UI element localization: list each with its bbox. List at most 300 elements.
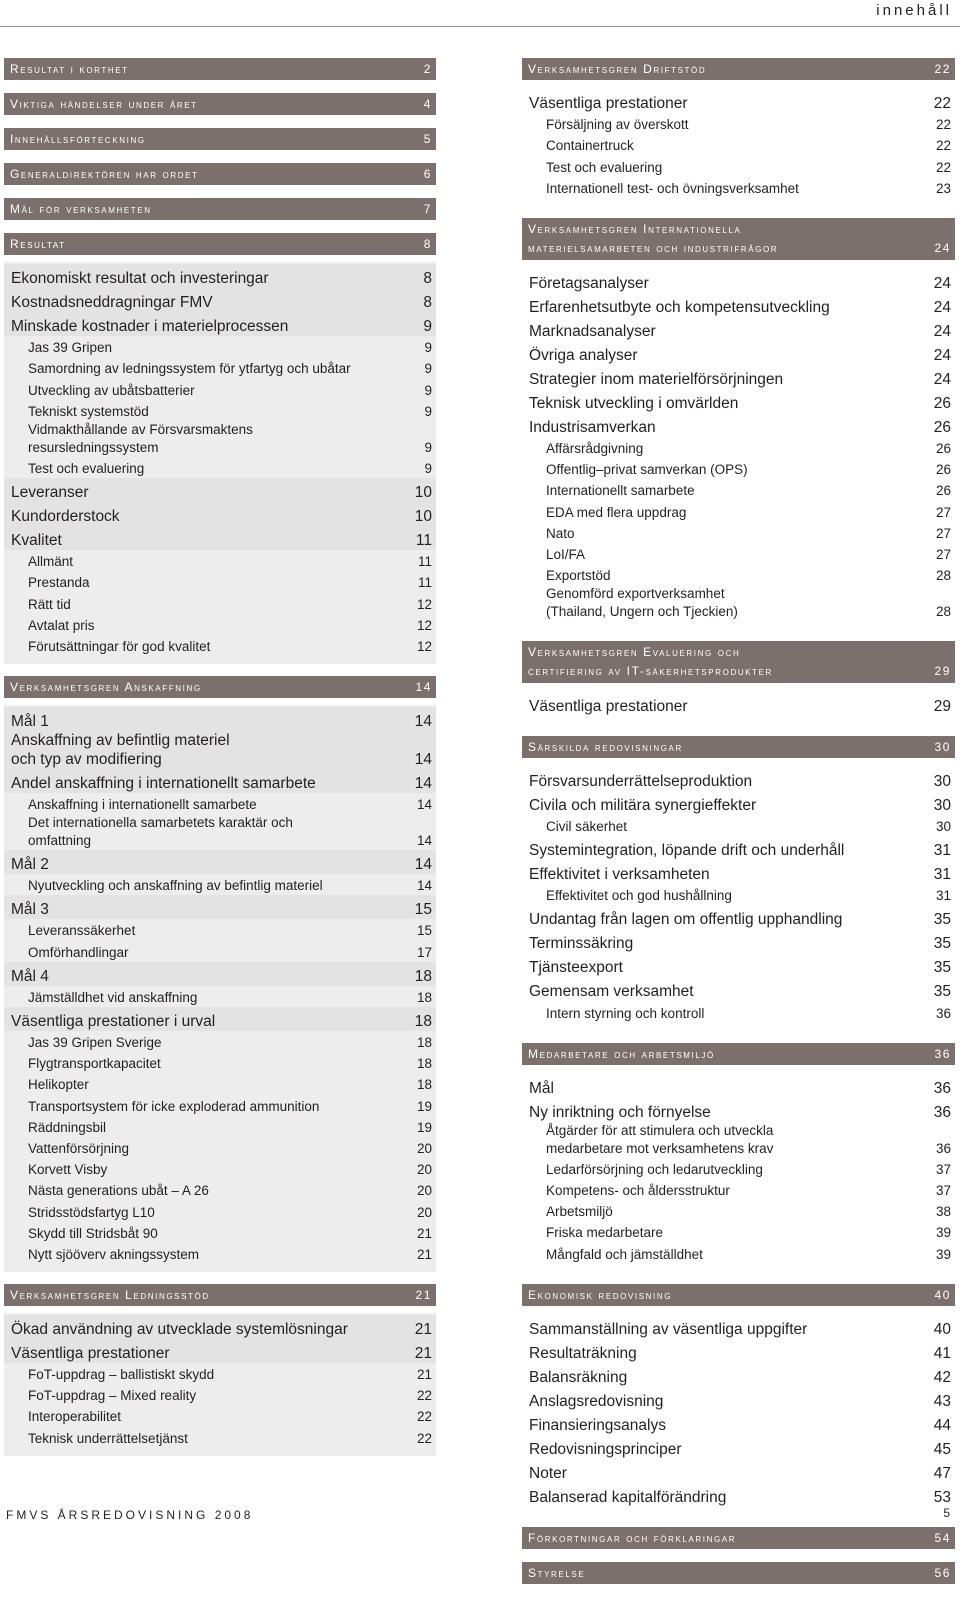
toc-subentry[interactable] [4, 1137, 436, 1158]
toc-entry-title: Nato [546, 525, 575, 541]
toc-entry-title: Tjänsteexport [529, 959, 623, 977]
toc-entry-title: Mål 1 [11, 712, 49, 730]
toc-entry-page: 31 [933, 842, 951, 860]
toc-entry-page: 20 [416, 1162, 432, 1178]
toc-subentry[interactable] [4, 614, 436, 635]
toc-entry-page: 17 [416, 944, 432, 960]
toc-entry-page: 18 [416, 1077, 432, 1093]
toc-subentry[interactable] [522, 177, 955, 198]
toc-subentry[interactable] [4, 336, 436, 357]
toc-entry-page: 36 [933, 1079, 951, 1097]
toc-group [4, 705, 436, 1272]
toc-entry-title: Noter [529, 1464, 567, 1482]
toc-entry[interactable] [522, 317, 955, 341]
toc-entry-title: Genomförd exportverksamhet (Thailand, Ungern och Tjeckien) [546, 586, 738, 620]
toc-subentry[interactable] [4, 1031, 436, 1052]
toc-entry-title: Civil säkerhet [546, 819, 628, 835]
toc-entry-page: 19 [416, 1098, 432, 1114]
toc-subentry[interactable] [522, 1122, 955, 1158]
toc-entry[interactable] [522, 791, 955, 815]
toc-entry-title: Transportsystem för icke exploderad ammunition [28, 1098, 320, 1114]
toc-entry-title: Undantag från lagen om offentlig upphandling [529, 911, 843, 929]
toc-group [522, 1072, 955, 1272]
toc-entry-title: Ekonomiskt resultat och investeringar [11, 270, 269, 287]
toc-entry-page: 47 [933, 1464, 951, 1482]
toc-entry-title: Redovisningsprinciper [529, 1440, 682, 1458]
toc-subentry[interactable] [4, 874, 436, 895]
toc-subentry[interactable] [4, 793, 436, 814]
toc-entry-title: Mål 2 [11, 856, 49, 874]
toc-entry-page: 35 [933, 935, 951, 953]
toc-subentry[interactable] [522, 479, 955, 500]
toc-entry[interactable] [522, 1435, 955, 1459]
toc-entry[interactable] [522, 269, 955, 293]
toc-subentry[interactable] [4, 1073, 436, 1094]
section-heading-page: 54 [934, 1530, 951, 1545]
toc-entry[interactable] [522, 389, 955, 413]
toc-entry-page: 31 [933, 866, 951, 884]
toc-entry-page: 22 [416, 1409, 432, 1425]
toc-subentry[interactable] [522, 522, 955, 543]
footer-page-number: 5 [943, 1506, 950, 1520]
section-heading[interactable] [522, 641, 955, 683]
toc-entry[interactable] [4, 707, 436, 731]
toc-entry-page: 36 [933, 1103, 951, 1121]
toc-entry-page: 41 [933, 1344, 951, 1362]
toc-entry-page: 39 [935, 1246, 951, 1262]
toc-entry-page: 31 [935, 888, 951, 904]
section-heading-page: 14 [415, 679, 432, 694]
toc-entry-page: 9 [424, 460, 432, 476]
toc-entry-title: Mål 3 [11, 901, 49, 919]
header-rule [0, 26, 960, 27]
toc-entry-page: 18 [414, 1012, 432, 1030]
toc-entry-title: LoI/FA [546, 546, 586, 562]
toc-entry-page: 9 [424, 439, 432, 455]
toc-subentry[interactable] [4, 1384, 436, 1405]
section-heading-title: Ekonomisk redovisning [528, 1287, 673, 1302]
toc-entry-page: 14 [414, 774, 432, 792]
toc-entry-title: Erfarenhetsutbyte och kompetensutveckling [529, 298, 830, 316]
toc-entry-title: FoT-uppdrag – ballistiskt skydd [28, 1367, 215, 1383]
toc-entry-page: 19 [416, 1119, 432, 1135]
section-heading[interactable] [4, 676, 436, 698]
toc-entry-page: 20 [416, 1204, 432, 1220]
toc-subentry[interactable] [4, 592, 436, 613]
toc-subentry[interactable] [522, 585, 955, 621]
section-heading-page: 36 [934, 1046, 951, 1061]
toc-entry-page: 45 [933, 1440, 951, 1458]
toc-entry[interactable] [4, 312, 436, 336]
toc-entry-page: 28 [935, 568, 951, 584]
section-heading[interactable] [4, 198, 436, 220]
toc-entry-page: 24 [933, 346, 951, 364]
toc-entry[interactable] [522, 929, 955, 953]
section-heading-title: Medarbetare och arbetsmiljö [528, 1046, 715, 1061]
toc-entry-page: 24 [933, 298, 951, 316]
toc-subentry[interactable] [4, 1363, 436, 1384]
toc-entry-page: 22 [935, 138, 951, 154]
toc-entry[interactable] [4, 895, 436, 919]
toc-entry-page: 12 [416, 596, 432, 612]
toc-entry-page: 38 [935, 1204, 951, 1220]
section-heading-page: 5 [423, 132, 432, 146]
section-heading-page: 29 [934, 664, 951, 679]
toc-entry-title: Väsentliga prestationer [529, 95, 688, 112]
toc-entry-page: 22 [933, 95, 951, 112]
toc-entry-page: 26 [935, 462, 951, 478]
toc-entry-title: Vattenförsörjning [28, 1140, 130, 1156]
toc-entry-title: Räddningsbil [28, 1119, 107, 1135]
toc-subentry[interactable] [4, 814, 436, 850]
toc-entry[interactable] [4, 1339, 436, 1363]
toc-entry-title: Avtalat pris [28, 617, 95, 633]
toc-subentry[interactable] [522, 815, 955, 836]
section-heading[interactable] [522, 58, 955, 80]
section-heading[interactable] [522, 1562, 955, 1584]
toc-entry-title: Kvalitet [11, 531, 62, 549]
toc-subentry[interactable] [4, 1116, 436, 1137]
toc-entry-page: 18 [416, 1056, 432, 1072]
toc-subentry[interactable] [4, 1405, 436, 1426]
toc-entry-title: Mångfald och jämställdhet [546, 1246, 703, 1262]
toc-entry-page: 8 [423, 270, 432, 287]
toc-group [522, 1313, 955, 1515]
toc-entry[interactable] [522, 1363, 955, 1387]
toc-entry-title: Förutsättningar för god kvalitet [28, 638, 211, 654]
section-heading-page: 4 [423, 97, 432, 111]
toc-subentry[interactable] [4, 400, 436, 421]
toc-entry-page: 15 [414, 901, 432, 919]
section-heading-page: 24 [934, 240, 951, 255]
page-title: innehåll [876, 2, 952, 19]
toc-entry-page: 24 [933, 274, 951, 292]
toc-entry-page: 14 [414, 712, 432, 730]
toc-subentry[interactable] [522, 1221, 955, 1242]
toc-entry-page: 35 [933, 911, 951, 929]
toc-entry-title: Sammanställning av väsentliga uppgifter [529, 1320, 808, 1338]
section-heading-page: 30 [934, 740, 951, 755]
toc-entry[interactable] [4, 962, 436, 986]
toc-entry[interactable] [522, 1483, 955, 1507]
toc-entry-title: Jämställdhet vid anskaffning [28, 989, 198, 1005]
section-heading[interactable] [4, 233, 436, 255]
section-heading[interactable] [522, 1284, 955, 1306]
toc-entry-page: 14 [416, 797, 432, 813]
toc-entry-title: Anskaffning i internationellt samarbete [28, 797, 257, 813]
section-heading-title: Generaldirektören har ordet [10, 167, 199, 181]
toc-entry-page: 24 [933, 322, 951, 340]
toc-group [522, 765, 955, 1031]
toc-entry-page: 27 [935, 504, 951, 520]
toc-subentry[interactable] [522, 134, 955, 155]
toc-subentry[interactable] [522, 155, 955, 176]
toc-entry-title: Balanserad kapitalförändring [529, 1488, 727, 1506]
section-heading-page: 22 [934, 62, 951, 76]
toc-entry[interactable] [4, 288, 436, 312]
toc-entry-title: Effektivitet och god hushållning [546, 888, 732, 904]
toc-entry-page: 9 [424, 403, 432, 419]
toc-entry-title: Anslagsredovisning [529, 1392, 664, 1410]
toc-entry-title: Systemintegration, löpande drift och underhåll [529, 842, 845, 860]
toc-entry-title: Affärsrådgivning [546, 440, 644, 456]
toc-subentry[interactable] [4, 1158, 436, 1179]
toc-subentry[interactable] [4, 1222, 436, 1243]
section-heading[interactable] [4, 128, 436, 150]
section-heading[interactable] [522, 1527, 955, 1549]
section-heading-page: 56 [934, 1565, 951, 1580]
toc-entry-title: Exportstöd [546, 568, 611, 584]
toc-entry-title: Kundorderstock [11, 507, 120, 525]
toc-entry-title: Det internationella samarbetets karaktär och omfattning [28, 815, 293, 849]
toc-entry[interactable] [522, 413, 955, 437]
toc-subentry[interactable] [4, 550, 436, 571]
toc-entry-title: Samordning av ledningssystem för ytfartyg och ubåtar [28, 361, 351, 377]
toc-entry-page: 26 [935, 483, 951, 499]
toc-entry-page: 14 [416, 878, 432, 894]
toc-subentry[interactable] [522, 1001, 955, 1022]
toc-entry-title: Nytt sjööverv akningssystem [28, 1246, 200, 1262]
toc-entry-title: Jas 39 Gripen [28, 340, 113, 356]
toc-entry-page: 9 [424, 340, 432, 356]
toc-entry-title: Test och evaluering [546, 159, 663, 175]
toc-subentry[interactable] [522, 884, 955, 905]
toc-entry-title: Gemensam verksamhet [529, 983, 694, 1001]
section-heading[interactable] [4, 163, 436, 185]
toc-group [522, 690, 955, 724]
section-heading-title: Viktiga händelser under året [10, 97, 198, 111]
toc-subentry[interactable] [522, 113, 955, 134]
toc-subentry[interactable] [4, 421, 436, 457]
toc-entry-title: Omförhandlingar [28, 944, 129, 960]
toc-subentry[interactable] [522, 1158, 955, 1179]
toc-entry[interactable] [522, 1315, 955, 1339]
toc-entry[interactable] [4, 264, 436, 288]
section-heading-title: Särskilda redovisningar [528, 740, 683, 755]
section-heading-title: Mål för verksamheten [10, 202, 152, 216]
toc-entry-page: 18 [416, 1035, 432, 1050]
toc-entry[interactable] [522, 1074, 955, 1098]
toc-entry-title: Kostnadsneddragningar FMV [11, 294, 213, 311]
toc-subentry[interactable] [522, 1179, 955, 1200]
section-heading-title: Verksamhetsgren Ledningsstöd [10, 1287, 210, 1302]
toc-entry-page: 40 [933, 1320, 951, 1338]
toc-entry-title: Övriga analyser [529, 346, 638, 364]
toc-entry-page: 8 [423, 294, 432, 311]
toc-entry[interactable] [4, 502, 436, 526]
toc-entry-page: 11 [415, 531, 432, 549]
toc-entry[interactable] [522, 1459, 955, 1483]
toc-entry[interactable] [522, 953, 955, 977]
toc-entry-page: 21 [416, 1225, 432, 1241]
toc-entry[interactable] [522, 1411, 955, 1435]
toc-entry-title: Finansieringsanalys [529, 1416, 666, 1434]
toc-entry-page: 21 [414, 1320, 432, 1338]
section-heading-title: Förkortningar och förklaringar [528, 1530, 737, 1545]
toc-entry-title: Friska medarbetare [546, 1225, 664, 1241]
toc-entry-page: 21 [416, 1367, 432, 1383]
section-heading-title: Verksamhetsgren Driftstöd [528, 62, 707, 76]
toc-entry-page: 36 [935, 1005, 951, 1021]
section-heading-page: 7 [423, 202, 432, 216]
toc-entry-page: 20 [416, 1183, 432, 1199]
toc-subentry[interactable] [522, 543, 955, 564]
toc-entry-page: 10 [414, 483, 432, 501]
section-heading[interactable] [522, 1043, 955, 1065]
toc-entry-title: Mål 4 [11, 967, 49, 985]
toc-entry-page: 30 [933, 797, 951, 815]
toc-entry[interactable] [4, 731, 436, 769]
toc-entry[interactable] [522, 905, 955, 929]
section-heading-title: Verksamhetsgren Internationella materielsamarbeten och industrifrågor [528, 221, 779, 255]
toc-entry-title: EDA med flera uppdrag [546, 504, 687, 520]
toc-entry[interactable] [522, 1387, 955, 1411]
toc-subentry[interactable] [522, 437, 955, 458]
toc-subentry[interactable] [4, 357, 436, 378]
toc-entry-title: Skydd till Stridsbåt 90 [28, 1225, 158, 1241]
toc-entry[interactable] [522, 341, 955, 365]
toc-entry-page: 53 [933, 1488, 951, 1506]
toc-entry-page: 43 [933, 1392, 951, 1410]
toc-entry[interactable] [522, 767, 955, 791]
toc-entry[interactable] [522, 365, 955, 389]
toc-subentry[interactable] [522, 564, 955, 585]
toc-entry[interactable] [4, 478, 436, 502]
section-heading[interactable] [4, 1284, 436, 1306]
section-heading[interactable] [522, 218, 955, 260]
toc-entry[interactable] [522, 836, 955, 860]
section-heading-title: Resultat [10, 237, 66, 251]
toc-entry-title: Civila och militära synergieffekter [529, 797, 757, 815]
toc-entry-page: 10 [414, 507, 432, 525]
section-heading[interactable] [4, 93, 436, 115]
toc-subentry[interactable] [4, 378, 436, 399]
toc-entry[interactable] [4, 850, 436, 874]
toc-entry[interactable] [522, 89, 955, 113]
toc-entry-page: 9 [424, 361, 432, 377]
toc-entry-page: 14 [414, 750, 432, 768]
toc-subentry[interactable] [4, 1426, 436, 1447]
toc-entry[interactable] [4, 769, 436, 793]
toc-entry-title: Marknadsanalyser [529, 322, 656, 340]
toc-group [4, 1313, 436, 1456]
toc-entry-page: 27 [935, 525, 951, 541]
toc-subentry[interactable] [4, 457, 436, 478]
toc-subentry[interactable] [4, 1094, 436, 1115]
toc-entry-title: Leveranser [11, 483, 89, 501]
toc-entry[interactable] [522, 692, 955, 716]
toc-entry-title: Offentlig–privat samverkan (OPS) [546, 462, 748, 478]
toc-entry-title: Prestanda [28, 575, 90, 591]
toc-subentry[interactable] [4, 1052, 436, 1073]
section-heading-page: 2 [423, 62, 432, 76]
section-heading-page: 40 [934, 1287, 951, 1302]
toc-subentry[interactable] [4, 1243, 436, 1264]
toc-entry-page: 44 [933, 1416, 951, 1434]
toc-entry-page: 15 [416, 923, 432, 939]
toc-subentry[interactable] [522, 500, 955, 521]
toc-entry-title: Arbetsmiljö [546, 1204, 613, 1220]
toc-entry-title: Allmänt [28, 554, 74, 570]
toc-entry-title: Försäljning av överskott [546, 117, 689, 133]
section-heading-title: Verksamhetsgren Evaluering och certifiering av IT-säkerhetsprodukter [528, 645, 773, 679]
toc-entry-title: Internationellt samarbete [546, 483, 695, 499]
toc-entry[interactable] [522, 293, 955, 317]
toc-entry-title: Utveckling av ubåtsbatterier [28, 382, 195, 398]
footer-publication: FMVS ÅRSREDOVISNING 2008 [6, 1508, 254, 1522]
toc-entry-page: 30 [933, 773, 951, 791]
toc-entry-title: FoT-uppdrag – Mixed reality [28, 1388, 197, 1404]
toc-group [522, 87, 955, 206]
section-heading-title: Verksamhetsgren Anskaffning [10, 679, 202, 694]
toc-entry-title: Leveranssäkerhet [28, 923, 136, 939]
toc-entry[interactable] [4, 526, 436, 550]
toc-subentry[interactable] [4, 986, 436, 1007]
toc-subentry[interactable] [4, 1179, 436, 1200]
toc-right-column [522, 58, 955, 1597]
toc-subentry[interactable] [4, 635, 436, 656]
toc-entry-page: 22 [416, 1430, 432, 1446]
toc-entry-page: 14 [416, 833, 432, 849]
toc-entry-title: Resultaträkning [529, 1344, 637, 1362]
toc-entry-title: Försvarsunderrättelseproduktion [529, 773, 753, 791]
toc-entry[interactable] [522, 977, 955, 1001]
toc-entry-title: Anskaffning av befintlig materiel och typ av modifiering [11, 731, 230, 768]
section-heading[interactable] [4, 58, 436, 80]
toc-entry-title: Korvett Visby [28, 1162, 108, 1178]
toc-entry-title: Internationell test- och övningsverksamhet [546, 180, 799, 196]
toc-entry-title: Teknisk underrättelsetjänst [28, 1430, 188, 1446]
section-heading[interactable] [522, 736, 955, 758]
toc-entry-page: 18 [416, 989, 432, 1005]
toc-entry[interactable] [522, 860, 955, 884]
toc-subentry[interactable] [4, 571, 436, 592]
toc-subentry[interactable] [522, 1200, 955, 1221]
toc-entry-title: Väsentliga prestationer i urval [11, 1012, 216, 1030]
toc-entry-page: 24 [933, 370, 951, 388]
toc-entry-title: Nyutveckling och anskaffning av befintlig materiel [28, 878, 323, 894]
toc-entry-title: Helikopter [28, 1077, 89, 1093]
toc-entry-page: 21 [414, 1344, 432, 1362]
toc-entry-title: Ökad användning av utvecklade systemlösningar [11, 1320, 348, 1338]
toc-entry[interactable] [4, 1007, 436, 1031]
toc-entry-page: 22 [935, 159, 951, 175]
section-heading-title: Styrelse [528, 1565, 586, 1580]
section-heading-page: 8 [423, 237, 432, 251]
toc-entry-title: Tekniskt systemstöd [28, 403, 149, 419]
toc-entry-title: Interoperabilitet [28, 1409, 122, 1425]
toc-entry-page: 27 [935, 546, 951, 562]
toc-entry-page: 36 [935, 1140, 951, 1156]
toc-subentry[interactable] [4, 1200, 436, 1221]
toc-entry[interactable] [522, 1339, 955, 1363]
toc-entry-page: 11 [417, 554, 432, 570]
toc-entry-title: Industrisamverkan [529, 418, 656, 436]
toc-group [522, 267, 955, 629]
toc-entry-page: 14 [414, 856, 432, 874]
toc-subentry[interactable] [522, 458, 955, 479]
toc-subentry[interactable] [4, 919, 436, 940]
toc-entry-page: 29 [933, 698, 951, 716]
toc-subentry[interactable] [4, 940, 436, 961]
toc-subentry[interactable] [522, 1242, 955, 1263]
toc-entry[interactable] [522, 1098, 955, 1122]
toc-entry-title: Vidmakthållande av Försvarsmaktens resursledningssystem [28, 421, 253, 455]
toc-entry[interactable] [4, 1315, 436, 1339]
toc-entry-title: Kompetens- och åldersstruktur [546, 1183, 730, 1198]
section-heading-page: 6 [423, 167, 432, 181]
toc-entry-title: Företagsanalyser [529, 274, 649, 292]
